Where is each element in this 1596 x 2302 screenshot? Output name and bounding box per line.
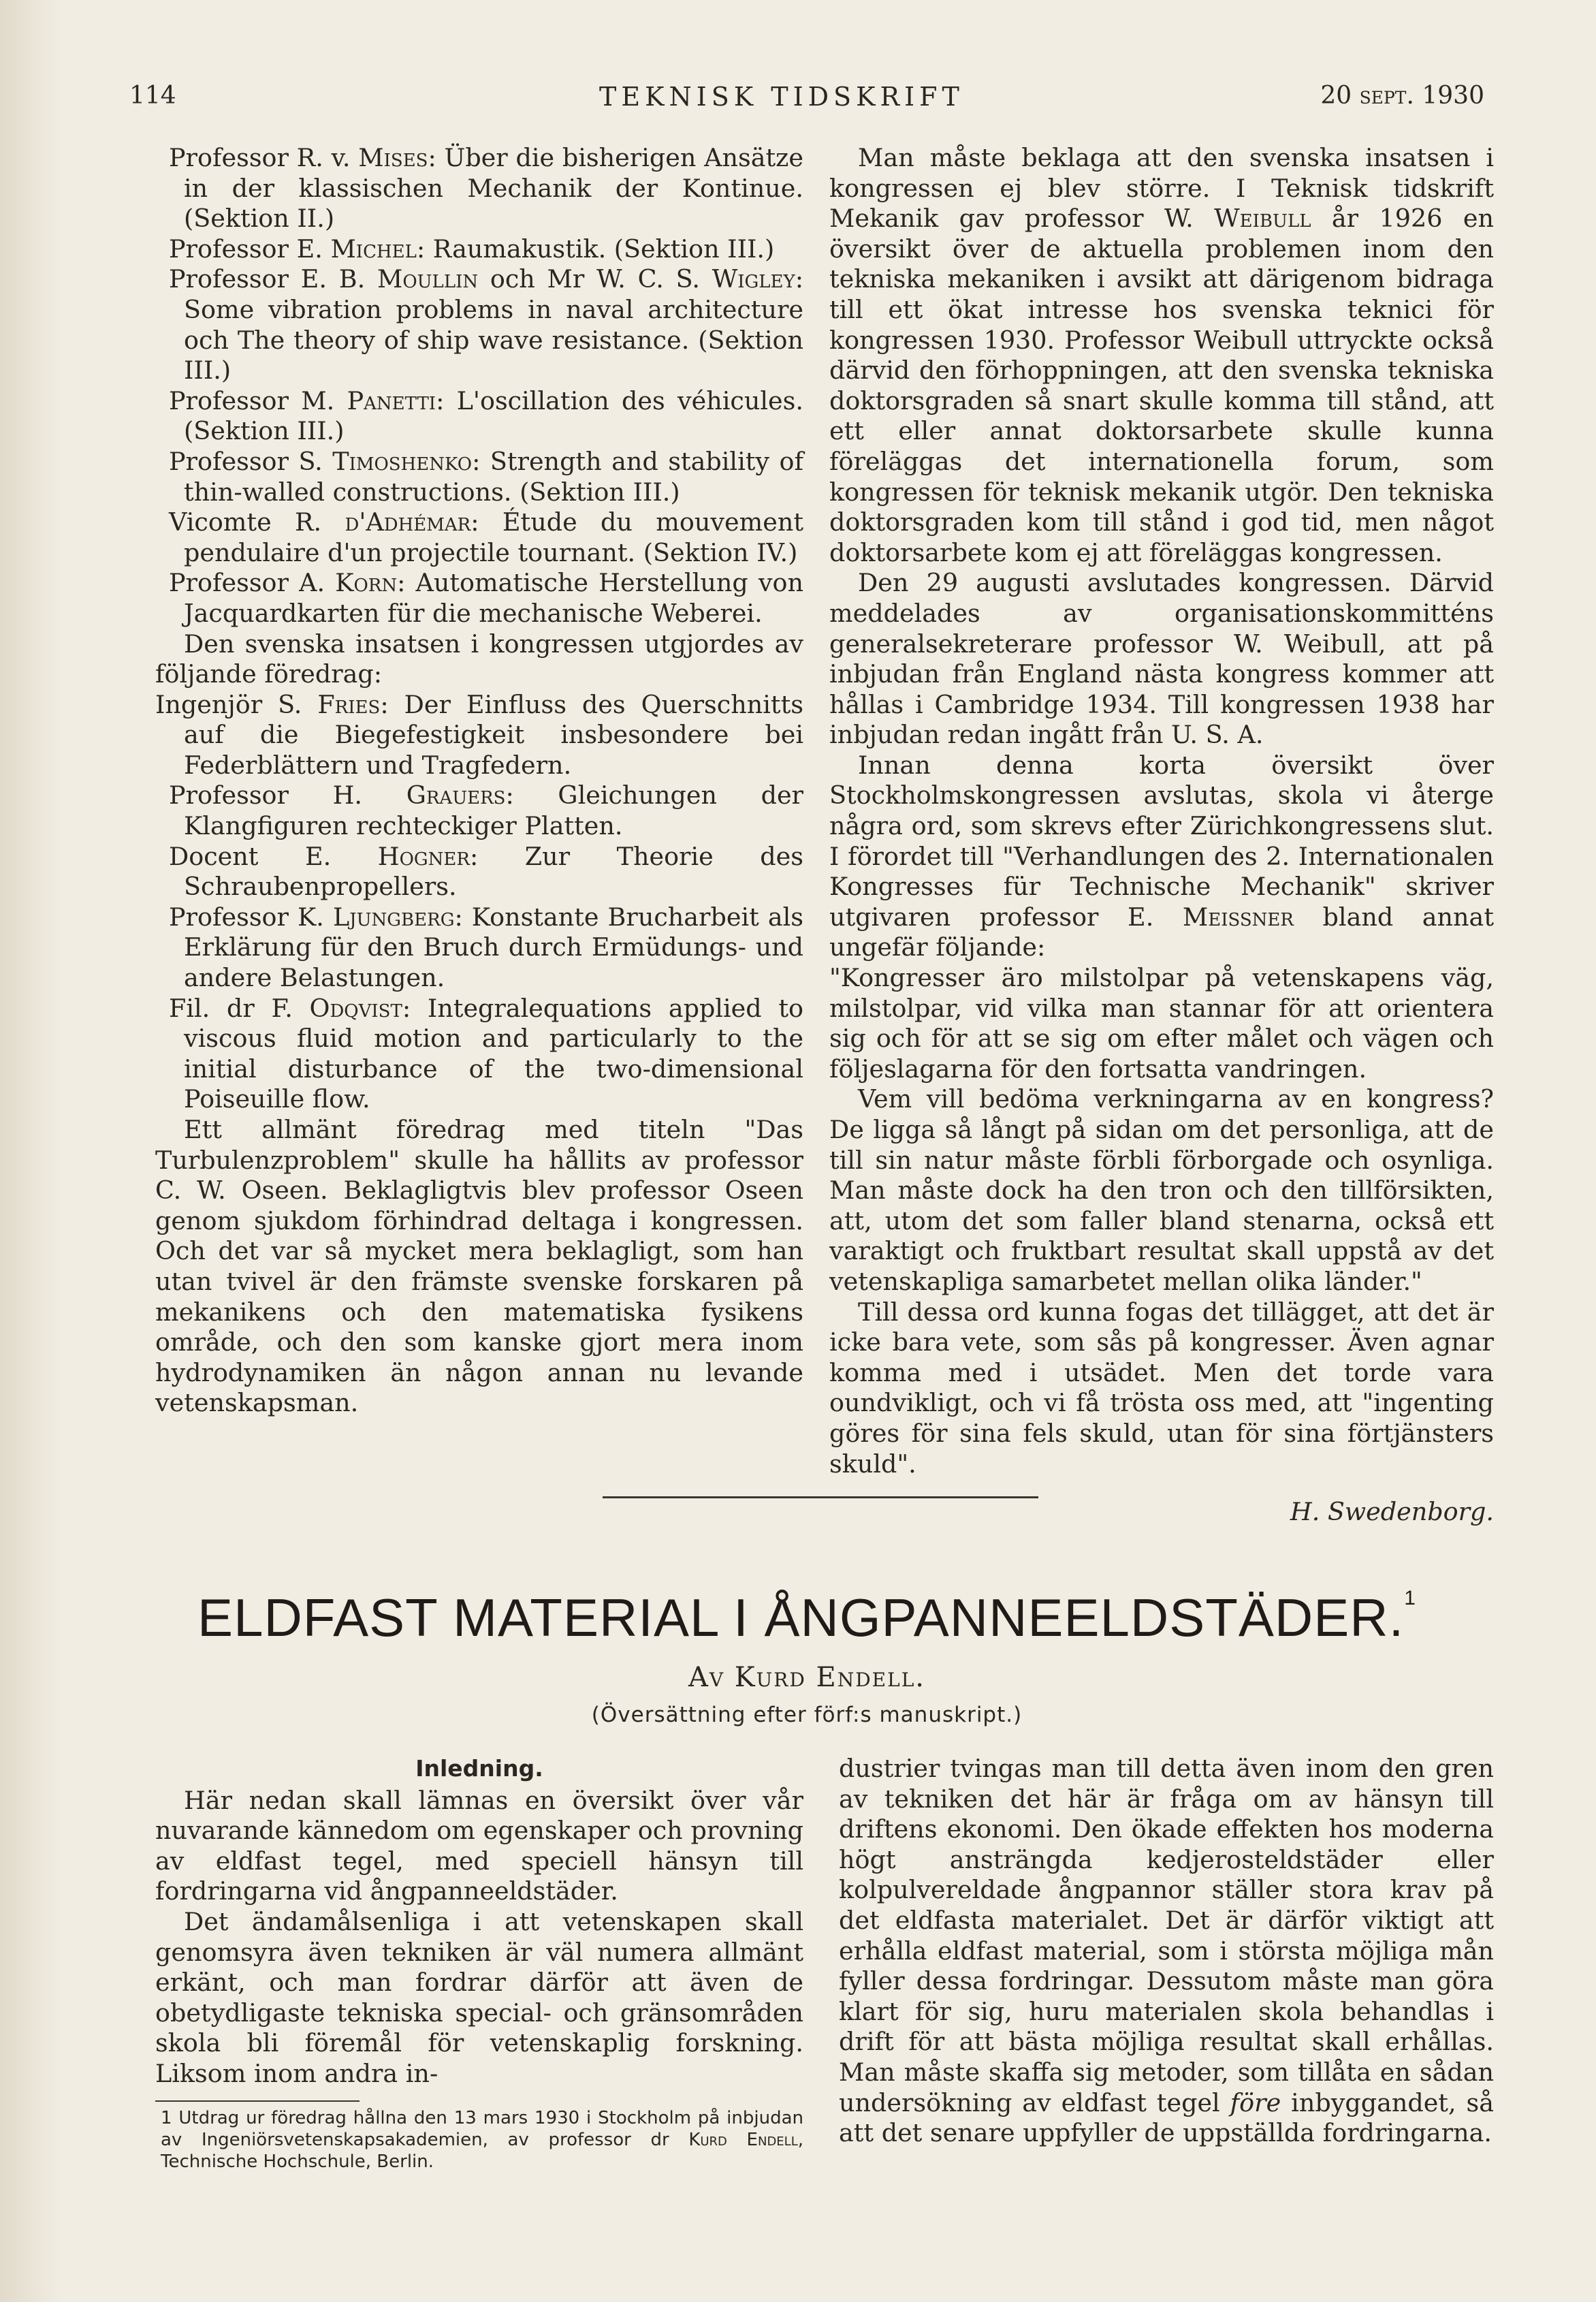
body-paragraph: dustrier tvingas man till detta även inom den gren av tekniken det här är fråga om av hänsyn till driftens ekonomi. Den ökade effekten hos moderna högt ansträngda kedjerosteldstäder eller kolpulvereldade ångpannor ställer stora krav på det eldfasta materialet. Det är därför viktigt att erhålla eldfast material, som i största möjliga mån fyller dessa fordringar. Dessutom måste man göra klart för sig, huru materialen skola behandlas i drift för att bästa möjliga resultat skall erhållas. Man måste skaffa sig metoder, som tillåta en sådan undersökning av eldfast tegel före inbyggandet, så att det senare uppfyller de uppställda fordringarna. (839, 1754, 1495, 2148)
page-number: 114 (129, 82, 176, 110)
translation-note: (Översättning efter förf:s manuskript.) (591, 1703, 1023, 1727)
lecture-entry: Vicomte R. d'Adhémar: Étude du mouvement pendulaire d'un projectile tournant. (Sektion IV.) (169, 507, 803, 567)
left-column-top (155, 143, 803, 1419)
lecture-entry: Professor E. Michel: Raumakustik. (Sektion III.) (169, 234, 775, 264)
lecture-entry: Professor R. v. Mises: Über die bisherigen Ansätze in der klassischen Mechanik der Kontinue. (Sektion II.) (169, 143, 803, 234)
closing-paragraph: Ett allmänt föredrag med titeln "Das Turbulenzproblem" skulle ha hållits av professor C. W. Oseen. Beklagligtvis blev professor Oseen genom sjukdom förhindrad deltaga i kongressen. Och det var så mycket mera beklagligt, som han utan tvivel är den främste svenske forskaren på mekanikens och den matematiska fysikens område, och den som kanske gjort mera inom hydrodynamiken än någon annan nu levande vetenskapsman. (155, 1115, 803, 1418)
body-paragraph: Det ändamålsenliga i att vetenskapen skall genomsyra även tekniken är väl numera allmänt erkänt, och man fordrar därför att även de obetydligaste tekniska special- och gränsområden skola bli föremål för vetenskaplig forskning. Liksom inom andra in- (155, 1906, 803, 2088)
body-paragraph: Här nedan skall lämnas en översikt över vår nuvarande kännedom om egenskaper och provning av eldfast tegel, med speciell hänsyn till fordringarna vid ångpanneeldstäder. (155, 1785, 803, 1906)
title-footnote-mark: 1 (1404, 1587, 1416, 1609)
body-paragraph: Man måste beklaga att den svenska insatsen i kongressen ej blev större. I Teknisk tidskrift Mekanik gav professor W. Weibull år 1926 en översikt över de aktuella problemen inom den tekniska mekaniken i avsikt att därigenom bidraga till ett ökat intresse hos svenska teknici för kongressen 1930. Professor Weibull uttryckte också därvid den förhoppningen, att den svenska tekniska doktorsgraden så snart skulle komma till stånd, att ett eller annat doktorsarbete skulle kunna föreläggas det internationella forum, som kongressen för teknisk mekanik utgör. Den tekniska doktorsgraden kom till stånd i god tid, men något doktorsarbete kom ej att föreläggas kongressen. (829, 143, 1494, 567)
article-byline: Av Kurd Endell. (688, 1662, 926, 1693)
article-title: ELDFAST MATERIAL I ÅNGPANNEELDSTÄDER.$^1$ (197, 1587, 1416, 1647)
date-month: sept. (1359, 82, 1414, 110)
lecture-entry: Docent E. Hogner: Zur Theorie des Schraubenpropellers. (169, 841, 803, 902)
lecture-entry: Professor M. Panetti: L'oscillation des véhicules. (Sektion III.) (169, 385, 803, 446)
journal-title: TEKNISK TIDSKRIFT (599, 82, 964, 112)
body-paragraph: Den 29 augusti avslutades kongressen. Därvid meddelades av organisationskommitténs generalsekreterare professor W. Weibull, att på inbjudan från England nästa kongress kommer att hållas i Cambridge 1934. Till kongressen 1938 har inbjudan redan ingått från U. S. A. (829, 568, 1494, 750)
lecture-entry: Fil. dr F. Odqvist: Integralequations applied to viscous fluid motion and particularly to the initial disturbance of the two-dimensional Poiseuille flow. (169, 993, 803, 1114)
date-day: 20 (1320, 82, 1352, 110)
lecture-entry: Professor K. Ljungberg: Konstante Brucharbeit als Erklärung für den Bruch durch Ermüdungs- und andere Belastungen. (169, 902, 803, 993)
footnote: 1 Utdrag ur föredrag hållna den 13 mars 1930 i Stockholm på inbjudan av Ingeniörsvetenskapsakademien, av professor dr Kurd Endell, Technische Hochschule, Berlin. (161, 2107, 804, 2172)
section-divider (603, 1496, 1038, 1498)
lecture-entry: Ingenjör S. Fries: Der Einfluss des Querschnitts auf die Biegefestigkeit insbesondere bei Federblättern und Tragfedern. (155, 689, 803, 780)
lecture-entry: Professor A. Korn: Automatische Herstellung von Jacquardkarten für die mechanische Weberei. (169, 568, 803, 628)
page-header (129, 82, 1484, 123)
lecture-entry: Professor H. Grauers: Gleichungen der Klangfiguren rechteckiger Platten. (169, 781, 803, 841)
lecture-entry: Professor S. Timoshenko: Strength and stability of thin-walled constructions. (Sektion III.) (169, 446, 803, 507)
right-column-top (829, 143, 1494, 1528)
article-right-column (839, 1754, 1494, 2149)
body-paragraph: Innan denna korta översikt över Stockholmskongressen avslutas, skola vi återge några ord, som skrevs efter Zürichkongressens slut. I förordet till "Verhandlungen des 2. Internationalen Kongresses für Technische Mechanik" skriver utgivaren professor E. Meissner bland annat ungefär följande: (829, 750, 1494, 962)
section-heading: Inledning. (415, 1755, 543, 1782)
body-paragraph: Till dessa ord kunna fogas det tillägget, att det är icke bara vete, som sås på kongresser. Även agnar komma med i utsädet. Men det torde vara oundvikligt, och vi få trösta oss med, att "ingenting göres för sina fels skuld, utan för sina förtjänsters skuld". (829, 1297, 1494, 1479)
date-year: 1930 (1422, 82, 1484, 110)
footnote-rule (155, 2100, 360, 2102)
swedish-intro-paragraph: Den svenska insatsen i kongressen utgjordes av följande föredrag: (155, 629, 803, 689)
quote-paragraph: "Kongresser äro milstolpar på vetenskapens väg, milstolpar, vid vilka man stannar för att orientera sig och för att se sig om efter målet och vägen och följeslagarna för den fortsatta vandringen. (829, 963, 1494, 1084)
author-signature: H. Swedenborg. (1290, 1497, 1494, 1527)
article-left-column (155, 1754, 803, 2173)
issue-date (1320, 82, 1484, 110)
quote-paragraph: Vem vill bedöma verkningarna av en kongress? De ligga så långt på sidan om det personliga, att de till sin natur måste förbli förborgade och osynliga. Man måste dock ha den tron och den tillförsikten, att, utom det som faller bland stenarna, också ett varaktigt och fruktbart resultat skall uppstå av det vetenskapliga samarbetet mellan olika länder." (829, 1084, 1494, 1296)
lecture-entry: Professor E. B. Moullin och Mr W. C. S. Wigley: Some vibration problems in naval architecture och The theory of ship wave resistance. (Sektion III.) (169, 264, 803, 385)
page-edge-shadow (0, 0, 61, 2302)
